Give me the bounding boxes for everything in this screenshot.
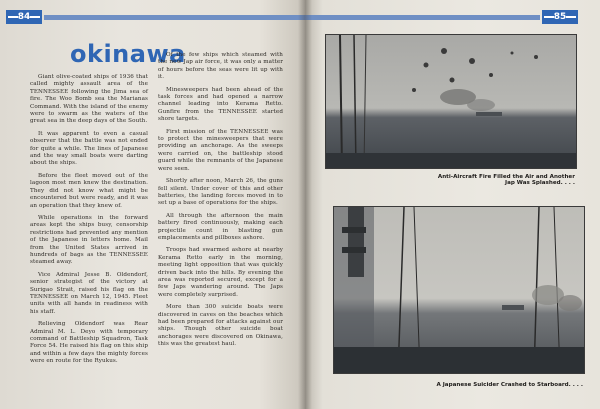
- chapter-title: okinawa: [70, 40, 186, 68]
- photo-caption-2: A Japanese Suicider Crashed to Starboard. . . .: [436, 382, 583, 388]
- paragraph: Shortly after noon, March 26, the guns fell silent. Under cover of this and other batteries, the landing forces moved in to set up a base of operations for the ships.: [158, 178, 283, 207]
- header-rule-right: [305, 15, 540, 20]
- photo-anti-aircraft-fire: [325, 34, 577, 169]
- left-column-2: [158, 52, 283, 354]
- paragraph: Of the few ships which steamed with the new Jap air force, it was only a matter of hours before the seas were lit up with it.: [158, 52, 283, 81]
- paragraph: Before the fleet moved out of the lagoon most men knew the destination. They did not know what might be encountered but were ready, and it was an operation that they knew of.: [30, 172, 148, 209]
- paragraph: While operations in the forward areas kept the ships busy, censorship restrictions had prevented any mention of the Japanese in letters home. Mail from the United States arrived in hundreds of bags as the TENNESSEE steamed away.: [30, 214, 148, 266]
- page-number-left: 84: [17, 12, 31, 22]
- paragraph: Minesweepers had been ahead of the task forces and had opened a narrow channel leading into Kerama Retto. Gunfire from the TENNESSEE started shore targets.: [158, 86, 283, 123]
- paragraph: It was apparent to even a casual observer that the battle was not ended for quite a while. The lines of Japanese and the way small boats were darting about the ships.: [30, 130, 148, 167]
- paragraph: Vice Admiral Jesse B. Oldendorf, senior strategist of the victory at Surigao Strait, raised his flag on the TENNESSEE on March 12, 1945. Fleet units with all hands in readiness with his staff.: [30, 271, 148, 315]
- paragraph: Relieving Oldendorf was Rear Admiral M. L. Deyo with temporary command of Battleship Squadron, Task Force 54. He raised his flag on this ship and within a few days the mighty forces were en route for the Ryukus.: [30, 321, 148, 365]
- photo-caption-1: Anti-Aircraft Fire Filled the Air and Another Jap Was Splashed. . . .: [437, 174, 575, 186]
- paragraph: All through the afternoon the main battery fired continuously, making each projectile count in blasting gun emplacements and pillboxes ashore.: [158, 212, 283, 241]
- page-number-tab-right: [542, 10, 578, 24]
- paragraph: Troops had swarmed ashore at nearby Kerama Retto early in the morning, meeting light opposition that was quickly driven back into the hills. By evening the area was reported secured, except for a few Japs wandering around. The Japs were completely surprised.: [158, 247, 283, 298]
- book-gutter: [298, 0, 312, 409]
- photo-anti-aircraft-fire-image: [326, 35, 576, 168]
- page-number-tab-left: [6, 10, 42, 24]
- paragraph: First mission of the TENNESSEE was to protect the minesweepers that were providing an anchorage. As the sweeps were carried on, the battleship stood guard while the remnants of the Japanese were seen.: [158, 128, 283, 172]
- paragraph: Giant olive-coated ships of 1936 that called mighty assault area of the TENNESSEE following the Jima sea of fire. The Woo Bomb sea the Marianas Command. With the island of the enemy were to swarm as the waters of the great sea in the deep days of the South.: [30, 74, 148, 125]
- paragraph: More than 300 suicide boats were discovered in caves on the beaches which had been prepared for attacks against our ships. Though other suicide boat anchorages were discovered on Okinawa, this was the greatest haul.: [158, 304, 283, 348]
- page-number-right: 85: [553, 12, 567, 22]
- photo-suicider-crash: [333, 206, 585, 374]
- photo-suicider-crash-image: [334, 207, 584, 373]
- left-column-1: [30, 74, 148, 371]
- header-rule-left: [44, 15, 305, 20]
- right-page: [305, 0, 600, 409]
